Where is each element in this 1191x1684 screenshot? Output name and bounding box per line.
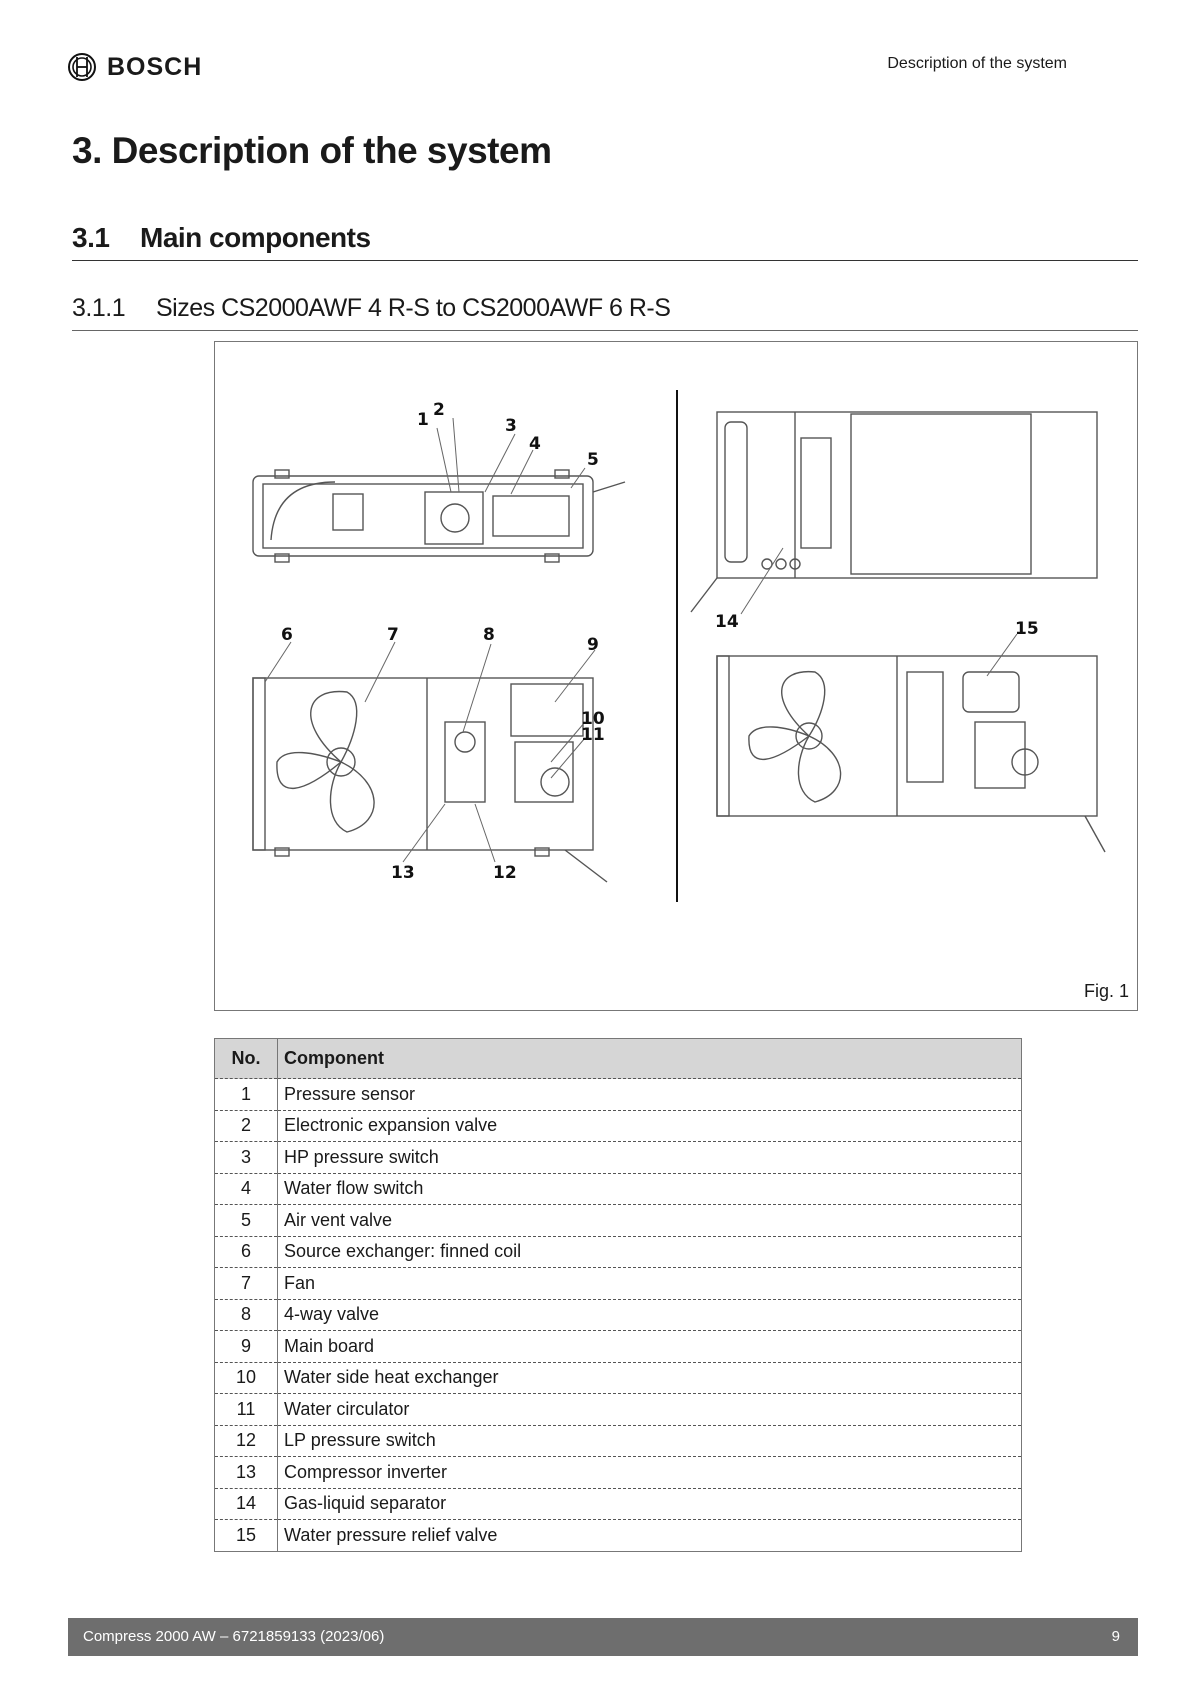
row-component: HP pressure switch (278, 1142, 1022, 1174)
table-row (215, 1488, 1022, 1520)
top-view-compressor (425, 492, 483, 544)
callout-13: 13 (391, 863, 415, 883)
bosch-logo (67, 52, 202, 82)
front-view-housing (253, 678, 593, 850)
table-row (215, 1425, 1022, 1457)
front-view-coil (253, 678, 265, 850)
top-view-box (333, 494, 363, 530)
row-component: Water pressure relief valve (284, 1524, 498, 1545)
footer-doc-info: Compress 2000 AW – 6721859133 (2023/06) (83, 1628, 385, 1645)
table-row (215, 1173, 1022, 1205)
section-heading (72, 222, 1138, 261)
logo-text: BOSCH (107, 52, 203, 81)
right-top-panel (851, 414, 1031, 574)
bosch-armature-icon (67, 52, 97, 82)
table-row (215, 1331, 1022, 1363)
row-no: 11 (215, 1394, 278, 1426)
table-row (215, 1362, 1022, 1394)
row-component: Compressor inverter (278, 1457, 1022, 1489)
figure-caption: Fig. 1 (1083, 981, 1129, 1001)
front-view-fan-blade-c (277, 753, 341, 789)
row-component: Main board (278, 1331, 1022, 1363)
top-view-port-a (441, 504, 469, 532)
row-component: Fan (278, 1268, 1022, 1300)
callout-15: 15 (1015, 619, 1039, 639)
figure-1 (214, 341, 1138, 1011)
chapter-title: 3. Description of the system (72, 130, 552, 171)
components-table (214, 1038, 1022, 1552)
row-no: 13 (215, 1457, 278, 1489)
right-top-outlet (691, 578, 717, 612)
right-front-fan-blade-b (798, 736, 840, 802)
callout-6: 6 (281, 625, 293, 645)
callout-4: 4 (529, 434, 541, 454)
front-view-fan-blade-b (330, 762, 374, 832)
top-view-foot-d (545, 554, 559, 562)
front-view-valve (445, 722, 485, 802)
table-row (215, 1268, 1022, 1300)
page-footer (68, 1618, 1138, 1656)
row-no: 7 (215, 1268, 278, 1300)
right-front-valve (907, 672, 943, 782)
table-row (215, 1394, 1022, 1426)
row-no: 1 (215, 1079, 278, 1111)
front-view-valve-port (455, 732, 475, 752)
front-view-foot-b (535, 848, 549, 856)
row-no: 12 (215, 1425, 278, 1457)
callout-1: 1 (417, 410, 429, 430)
row-no: 4 (215, 1173, 278, 1205)
row-component: LP pressure switch (278, 1425, 1022, 1457)
row-no: 2 (215, 1110, 278, 1142)
callout-12: 12 (493, 863, 517, 883)
row-component: Water side heat exchanger (278, 1362, 1022, 1394)
callout-5: 5 (587, 450, 599, 470)
front-view-circulator (541, 768, 569, 796)
right-front-coil (717, 656, 729, 816)
table-row (215, 1236, 1022, 1268)
table-row (215, 1205, 1022, 1237)
table-row (215, 1079, 1022, 1111)
header-component: Component (278, 1039, 1022, 1079)
top-view-foot-c (275, 554, 289, 562)
table-row (215, 1299, 1022, 1331)
row-no: 10 (215, 1362, 278, 1394)
row-no: 9 (215, 1331, 278, 1363)
row-no: 15 (215, 1520, 278, 1552)
row-no: 5 (215, 1205, 278, 1237)
table-row (215, 1520, 1022, 1552)
right-front-separator (963, 672, 1019, 712)
right-front-fan-blade-c (749, 727, 809, 759)
front-view-outlet (565, 850, 607, 882)
row-component: 4-way valve (278, 1299, 1022, 1331)
row-component: Gas-liquid separator (278, 1488, 1022, 1520)
subsection-heading (72, 294, 1138, 331)
callout-14: 14 (715, 612, 739, 632)
callout-3: 3 (505, 416, 517, 436)
callout-9: 9 (587, 635, 599, 655)
front-view-foot-a (275, 848, 289, 856)
row-component: Source exchanger: finned coil (278, 1236, 1022, 1268)
callout-10: 10 (581, 709, 605, 729)
front-view-board (511, 684, 583, 736)
subsection-number: 3.1.1 (72, 294, 126, 322)
table-row (215, 1110, 1022, 1142)
row-component: Water flow switch (278, 1173, 1022, 1205)
top-view-foot-a (275, 470, 289, 478)
right-top-port-b (776, 559, 786, 569)
row-component: Electronic expansion valve (278, 1110, 1022, 1142)
right-top-coil (725, 422, 747, 562)
row-no: 3 (215, 1142, 278, 1174)
callout-7: 7 (387, 625, 399, 645)
row-no: 6 (215, 1236, 278, 1268)
component-diagram (215, 342, 1137, 1010)
row-component: Air vent valve (278, 1205, 1022, 1237)
row-no: 8 (215, 1299, 278, 1331)
callout-11: 11 (581, 725, 605, 745)
right-front-outlet (1085, 816, 1105, 852)
table-row (215, 1142, 1022, 1174)
callout-2: 2 (433, 400, 445, 420)
top-view-inner (263, 484, 583, 548)
top-view-pipe (271, 482, 335, 540)
section-number: 3.1 (72, 222, 110, 253)
header-no: No. (215, 1039, 278, 1079)
row-component: Water circulator (278, 1394, 1022, 1426)
running-header: Description of the system (887, 55, 1067, 72)
row-no: 14 (215, 1488, 278, 1520)
callout-8: 8 (483, 625, 495, 645)
right-top-valve (801, 438, 831, 548)
table-row (215, 1457, 1022, 1489)
row-component: Pressure sensor (278, 1079, 1022, 1111)
right-front-heat-exchanger (975, 722, 1025, 788)
subsection-title: Sizes CS2000AWF 4 R-S to CS2000AWF 6 R-S (156, 294, 671, 322)
page-number: 9 (1111, 1628, 1120, 1645)
section-title: Main components (140, 222, 371, 253)
top-view-foot-b (555, 470, 569, 478)
right-top-housing (717, 412, 1097, 578)
top-view-block (493, 496, 569, 536)
top-view-outlet (593, 482, 625, 492)
table-header-row (215, 1039, 1022, 1079)
